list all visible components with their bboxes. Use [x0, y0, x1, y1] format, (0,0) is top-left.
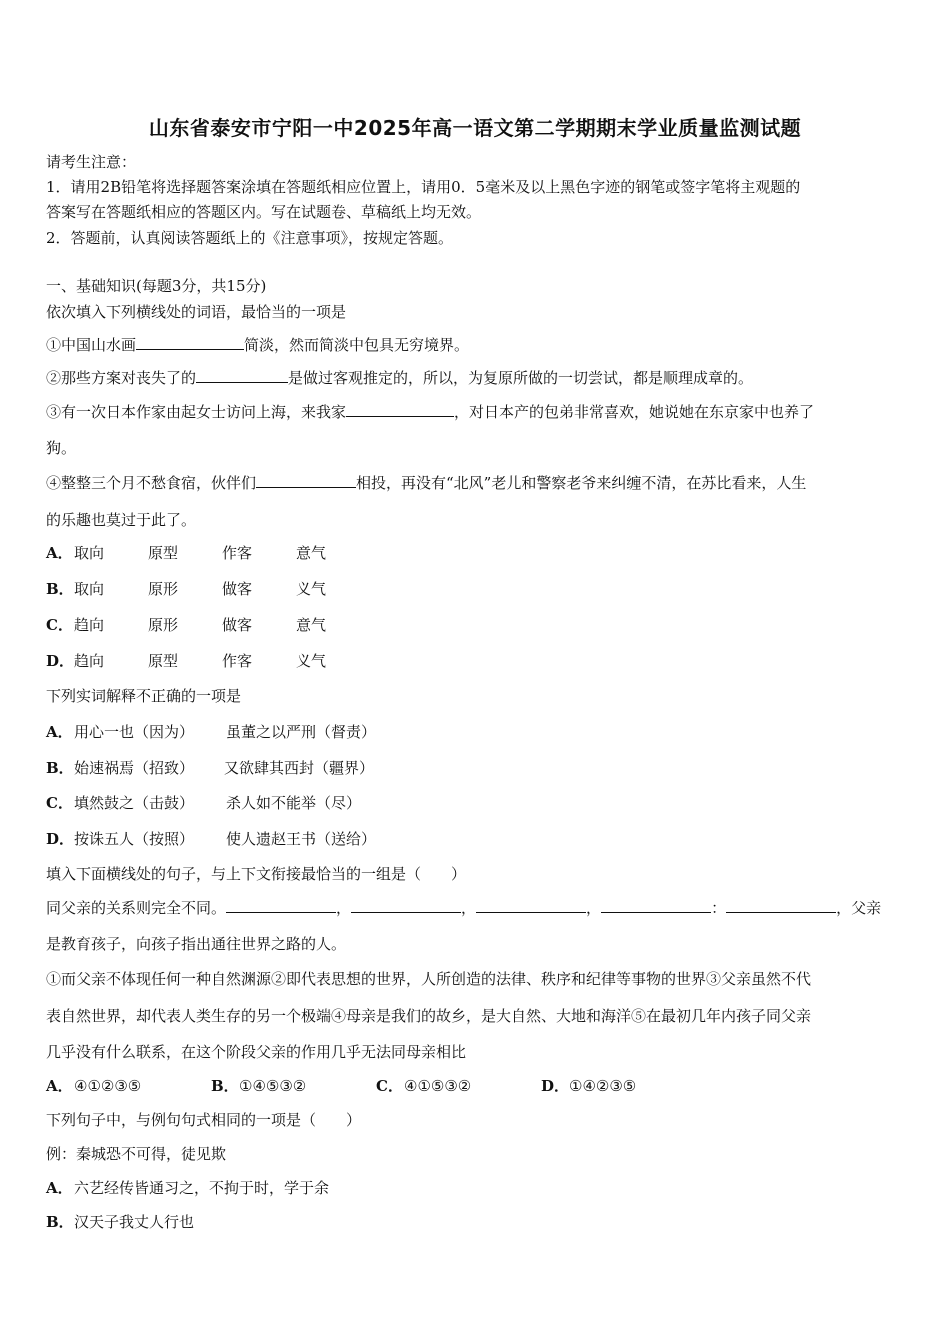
q3-para-2: 表自然世界，却代表人类生存的另一个极端④母亲是我们的故乡，是大自然、大地和海洋⑤在最初几年内孩子同父亲	[46, 1007, 812, 1025]
q1-option-b-label: B．	[46, 580, 74, 598]
q3-comma-1: ，	[336, 899, 352, 917]
q1-option-a-label: A．	[46, 544, 73, 562]
q4-option-a[interactable]	[46, 1178, 329, 1198]
q2-stem: 下列实词解释不正确的一项是	[46, 687, 242, 705]
notice-item-1a: 1．请用2B铅笔将选择题答案涂填在答题纸相应位置上，请用0．5毫米及以上黑色字迹的钢笔或签字笔将主观题的	[46, 178, 801, 196]
q2-option-d-part2: 使人遗赵王书（送给）	[226, 830, 377, 848]
q3-option-d-text: ①④②③⑤	[569, 1077, 637, 1095]
q4-option-a-text: 六艺经传皆通习之，不拘于时，学于余	[74, 1179, 330, 1197]
q2-option-b-part1: 始速祸焉（招致）	[74, 759, 195, 777]
q1-s3-text-a: ③有一次日本作家由起女士访问上海，来我家	[46, 403, 347, 421]
q3-option-a-label: A．	[46, 1077, 73, 1095]
q2-option-b-part2: 又欲肆其西封（疆界）	[224, 759, 375, 777]
q3-option-d-label: D．	[541, 1077, 570, 1095]
q3-blank-5	[726, 898, 836, 913]
q2-option-c-part1: 填然鼓之（击鼓）	[74, 794, 195, 812]
q3-option-a[interactable]	[46, 1076, 211, 1096]
q3-options	[46, 1076, 636, 1096]
q2-option-d[interactable]	[46, 829, 376, 849]
q2-option-a-label: A．	[46, 723, 73, 741]
q3-blank-2	[351, 898, 461, 913]
q1-option-b-w2: 原形	[148, 580, 179, 598]
q1-s4-text-b: 相投，再没有“北风”老儿和警察老爷来纠缠不清，在苏比看来，人生	[356, 474, 807, 492]
q1-option-d-w2: 原型	[148, 652, 179, 670]
q3-line-1	[46, 898, 881, 918]
q3-blank-1	[226, 898, 336, 913]
q2-option-a-part1: 用心一也（因为）	[74, 723, 195, 741]
q3-comma-2: ，	[461, 899, 477, 917]
q1-option-d-w3: 作客	[222, 652, 253, 670]
q3-option-d[interactable]	[541, 1076, 636, 1096]
q2-option-d-part1: 按诛五人（按照）	[74, 830, 195, 848]
q4-option-b-label: B．	[46, 1213, 74, 1231]
notice-heading: 请考生注意：	[46, 153, 137, 171]
q1-sentence-1	[46, 335, 469, 355]
q1-sentence-4c: 的乐趣也莫过于此了。	[46, 511, 197, 529]
q3-para-1: ①而父亲不体现任何一种自然渊源②即代表思想的世界，人所创造的法律、秩序和纪律等事物的世界③父亲虽然不代	[46, 970, 812, 988]
q1-option-c-label: C．	[46, 616, 73, 634]
q1-sentence-4	[46, 473, 806, 493]
q3-blank-3	[476, 898, 586, 913]
q1-option-c-w1: 趋向	[74, 616, 105, 634]
q3-blank-4	[601, 898, 711, 913]
q1-option-c-w2: 原形	[148, 616, 179, 634]
q1-sentence-3	[46, 402, 814, 422]
q3-line-2: 是教育孩子，向孩子指出通往世界之路的人。	[46, 935, 347, 953]
q1-option-d[interactable]	[46, 651, 326, 671]
q1-option-c-w4: 意气	[296, 616, 327, 634]
q3-line1-end: ，父亲	[836, 899, 882, 917]
notice-item-1b: 答案写在答题纸相应的答题区内。写在试题卷、草稿纸上均无效。	[46, 203, 482, 221]
q1-option-a-w3: 作客	[222, 544, 253, 562]
q1-s2-blank	[196, 368, 288, 383]
section-heading: 一、基础知识(每题3分，共15分)	[46, 277, 267, 295]
q1-s4-text-a: ④整整三个月不愁食宿，伙伴们	[46, 474, 257, 492]
q3-comma-3: ，	[586, 899, 602, 917]
q3-option-c-label: C．	[376, 1077, 403, 1095]
q1-option-b-w1: 取向	[74, 580, 105, 598]
q3-option-a-text: ④①②③⑤	[74, 1077, 142, 1095]
q1-option-a-w2: 原型	[148, 544, 179, 562]
q3-option-b-text: ①④⑤③②	[239, 1077, 307, 1095]
q2-option-c[interactable]	[46, 793, 361, 813]
q4-example: 例：秦城恐不可得，徒见欺	[46, 1145, 227, 1163]
q3-option-c-text: ④①⑤③②	[404, 1077, 472, 1095]
q1-s3-text-b: ，对日本产的包弟非常喜欢，她说她在东京家中也养了	[454, 403, 815, 421]
q3-option-b[interactable]	[211, 1076, 376, 1096]
q3-line1-text: 同父亲的关系则完全不同。	[46, 899, 227, 917]
q3-option-b-label: B．	[211, 1077, 239, 1095]
q1-option-b-w4: 义气	[296, 580, 327, 598]
q3-colon: ：	[711, 899, 727, 917]
q1-option-d-label: D．	[46, 652, 75, 670]
q1-option-b-w3: 做客	[222, 580, 253, 598]
q2-option-b-label: B．	[46, 759, 74, 777]
q1-option-d-w4: 义气	[296, 652, 327, 670]
q1-option-a[interactable]	[46, 543, 326, 563]
q2-option-d-label: D．	[46, 830, 75, 848]
q4-stem: 下列句子中，与例句句式相同的一项是（ ）	[46, 1111, 362, 1129]
q4-option-a-label: A．	[46, 1179, 73, 1197]
q1-option-d-w1: 趋向	[74, 652, 105, 670]
q2-option-c-label: C．	[46, 794, 73, 812]
q1-option-a-w1: 取向	[74, 544, 105, 562]
q1-s1-text-a: ①中国山水画	[46, 336, 137, 354]
q1-stem: 依次填入下列横线处的词语，最恰当的一项是	[46, 303, 347, 321]
q2-option-a[interactable]	[46, 722, 376, 742]
q1-s4-blank	[256, 473, 356, 488]
q1-option-c[interactable]	[46, 615, 326, 635]
q1-s1-blank	[136, 335, 244, 350]
q1-option-a-w4: 意气	[296, 544, 327, 562]
q3-para-3: 几乎没有什么联系，在这个阶段父亲的作用几乎无法同母亲相比	[46, 1043, 467, 1061]
q1-s2-text-a: ②那些方案对丧失了的	[46, 369, 197, 387]
page-title: 山东省泰安市宁阳一中2025年高一语文第二学期期末学业质量监测试题	[148, 116, 802, 140]
q1-option-c-w3: 做客	[222, 616, 253, 634]
notice-item-2: 2．答题前，认真阅读答题纸上的《注意事项》，按规定答题。	[46, 229, 454, 247]
q1-s2-text-b: 是做过客观推定的，所以，为复原所做的一切尝试，都是顺理成章的。	[288, 369, 754, 387]
q2-option-b[interactable]	[46, 758, 374, 778]
q1-sentence-3c: 狗。	[46, 439, 77, 457]
q3-stem: 填入下面横线处的句子，与上下文衔接最恰当的一组是（ ）	[46, 865, 467, 883]
q1-s1-text-b: 简淡，然而简淡中包具无穷境界。	[244, 336, 470, 354]
q2-option-c-part2: 杀人如不能举（尽）	[226, 794, 362, 812]
q1-s3-blank	[346, 402, 454, 417]
q2-option-a-part2: 虽董之以严刑（督责）	[226, 723, 377, 741]
q1-option-b[interactable]	[46, 579, 326, 599]
q1-sentence-2	[46, 368, 753, 388]
q3-option-c[interactable]	[376, 1076, 541, 1096]
q4-option-b-text: 汉天子我丈人行也	[74, 1213, 195, 1231]
q4-option-b[interactable]	[46, 1212, 194, 1232]
